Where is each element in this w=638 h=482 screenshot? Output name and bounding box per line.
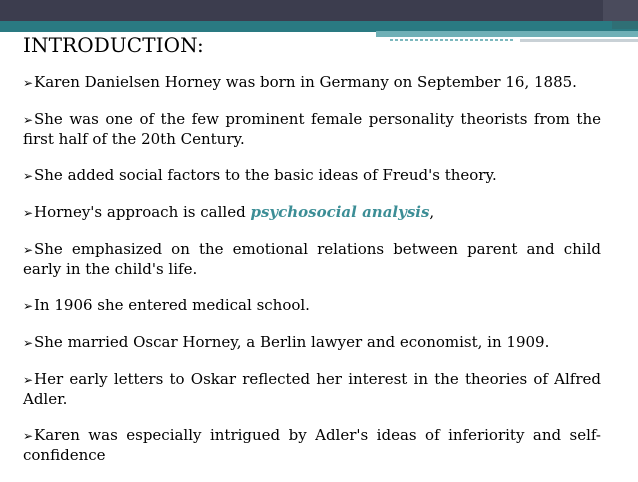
arrow-bullet-icon: ➢: [23, 429, 34, 443]
bullet-item: [23, 166, 601, 186]
bullet-item: [23, 333, 601, 353]
bullet-text: She added social factors to the basic ideas of Freud's theory.: [34, 166, 497, 184]
bullet-item: [23, 426, 601, 465]
arrow-bullet-icon: ➢: [23, 299, 34, 313]
bullet-text: She emphasized on the emotional relations between parent and child early in the child's life.: [23, 240, 601, 278]
slide-content: [23, 33, 601, 482]
bullet-item: [23, 296, 601, 316]
bullet-item: [23, 110, 601, 149]
arrow-bullet-icon: ➢: [23, 243, 34, 257]
bullet-text: Karen was especially intrigued by Adler's ideas of inferiority and self-confidence: [23, 426, 601, 464]
bullet-text: She was one of the few prominent female personality theorists from the first half of the 20th Century.: [23, 110, 601, 148]
bullet-item: [23, 370, 601, 409]
bullet-item: [23, 73, 601, 93]
bullet-text: Horney's approach is called: [34, 203, 251, 221]
arrow-bullet-icon: ➢: [23, 169, 34, 183]
bullet-text: In 1906 she entered medical school.: [34, 296, 310, 314]
bullet-text: She married Oscar Horney, a Berlin lawyer and economist, in 1909.: [34, 333, 550, 351]
arrow-bullet-icon: ➢: [23, 76, 34, 90]
bullet-item: [23, 203, 601, 223]
header-dark-bar: [0, 0, 638, 21]
arrow-bullet-icon: ➢: [23, 206, 34, 220]
bullet-text: Karen Danielsen Horney was born in Germany on September 16, 1885.: [34, 73, 577, 91]
arrow-bullet-icon: ➢: [23, 373, 34, 387]
slide-title: INTRODUCTION:: [23, 33, 204, 57]
bullet-text-after: ,: [429, 203, 435, 221]
emphasis-term: psychosocial analysis: [250, 203, 430, 221]
arrow-bullet-icon: ➢: [23, 336, 34, 350]
arrow-bullet-icon: ➢: [23, 113, 34, 127]
bullet-text: Her early letters to Oskar reflected her interest in the theories of Alfred Adler.: [23, 370, 601, 408]
bullet-item: [23, 240, 601, 279]
header-corner-block-teal: [612, 21, 638, 29]
header-corner-block: [603, 0, 638, 21]
